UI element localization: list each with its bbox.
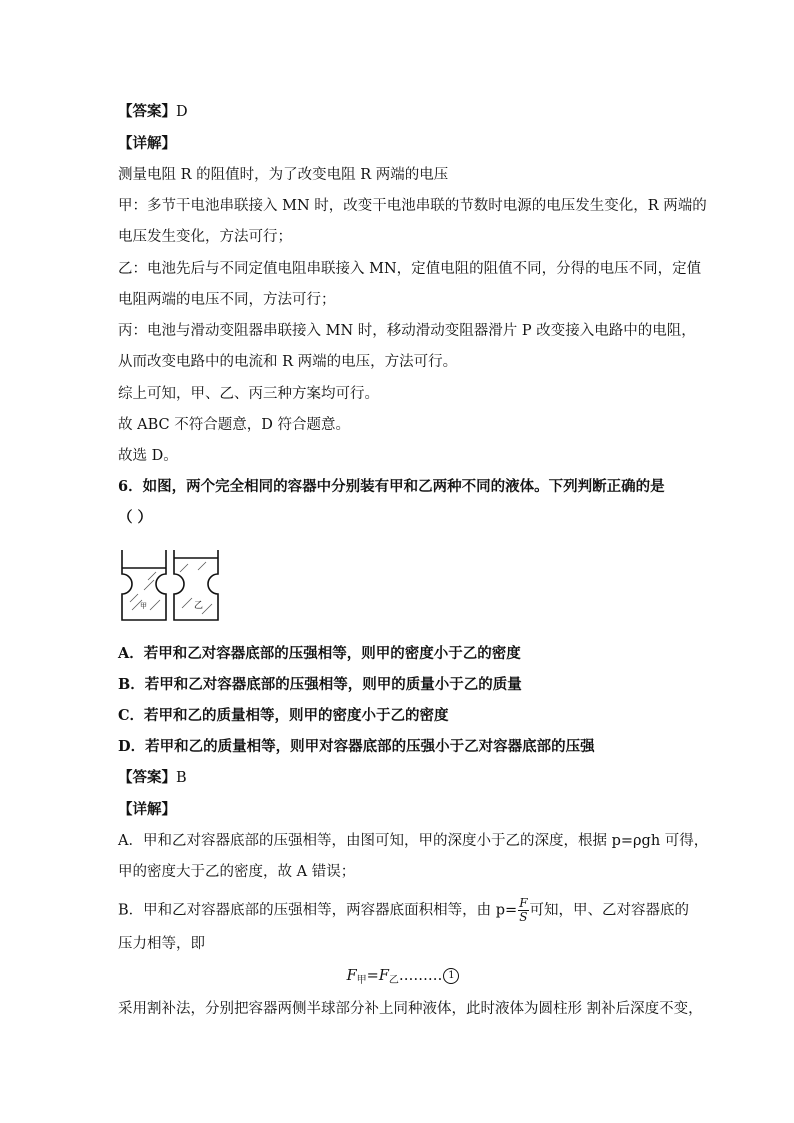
answer-value: B — [176, 770, 187, 786]
text-segment: 可知，甲、乙对容器底的 — [529, 902, 690, 919]
detail-line: 测量电阻 R 的阻值时，为了改变电阻 R 两端的电压 — [118, 167, 449, 183]
fraction-f-over-s — [518, 897, 528, 924]
option-c: C．若甲和乙的质量相等，则甲的密度小于乙的密度 — [118, 707, 449, 724]
detail-line: 乙：电池先后与不同定值电阻串联接入 MN，定值电阻的阻值不同，分得的电压不同，定值 — [118, 261, 702, 277]
question-6-blank: （ ） — [118, 509, 153, 526]
answer-label: 【答案】 — [118, 103, 176, 120]
text-segment: B．甲和乙对容器底部的压强相等，两容器底面积相等，由 p= — [118, 902, 518, 919]
detail-line: 电阻两端的电压不同，方法可行； — [118, 292, 336, 308]
fraction-denominator: S — [519, 910, 528, 924]
container-left — [122, 550, 166, 620]
detail-line-with-fraction — [118, 897, 689, 924]
detail-line: 甲的密度大于乙的密度，故 A 错误； — [118, 864, 356, 880]
eq-subscript: 乙 — [388, 975, 399, 986]
eq-symbol: F — [378, 968, 389, 984]
eq-subscript: 甲 — [356, 975, 367, 986]
detail-line: 丙：电池与滑动变阻器串联接入 MN 时，移动滑动变阻器滑片 P 改变接入电路中的电阻， — [118, 323, 696, 339]
option-a: A．若甲和乙对容器底部的压强相等，则甲的密度小于乙的密度 — [118, 645, 521, 662]
fraction-numerator: F — [519, 896, 528, 910]
question-6-stem: 6．如图，两个完全相同的容器中分别装有甲和乙两种不同的液体。下列判断正确的是 — [118, 478, 665, 495]
eq-dots: ……… — [398, 968, 443, 984]
label-yi: 乙 — [194, 601, 204, 611]
detail-line: 从而改变电路中的电流和 R 两端的电压，方法可行。 — [118, 354, 458, 370]
detail-line: A．甲和乙对容器底部的压强相等，由图可知，甲的深度小于乙的深度，根据 p=ρgh 可得， — [118, 833, 709, 849]
detail-line: 故 ABC 不符合题意，D 符合题意。 — [118, 417, 350, 433]
detail-line: 采用割补法，分别把容器两侧半球部分补上同种液体，此时液体为圆柱形 割补后深度不变， — [118, 1001, 703, 1017]
detail-label: 【详解】 — [118, 135, 176, 152]
answer-label: 【答案】 — [118, 769, 176, 786]
answer-value: D — [176, 104, 188, 120]
equation-1 — [118, 966, 688, 988]
label-jia: 甲 — [140, 602, 147, 610]
container-right — [174, 550, 218, 620]
option-b: B．若甲和乙对容器底部的压强相等，则甲的质量小于乙的质量 — [118, 676, 522, 693]
detail-line: 甲：多节干电池串联接入 MN 时，改变干电池串联的节数时电源的电压发生变化，R 两端的 — [118, 198, 707, 214]
answer-line-1 — [118, 102, 188, 122]
detail-line: 压力相等，即 — [118, 936, 205, 952]
detail-line: 故选 D。 — [118, 448, 178, 464]
detail-line: 电压发生变化，方法可行； — [118, 229, 292, 245]
circled-number: 1 — [443, 968, 459, 984]
eq-sign: = — [366, 968, 379, 984]
option-d: D．若甲和乙的质量相等，则甲对容器底部的压强小于乙对容器底部的压强 — [118, 738, 595, 755]
detail-line: 综上可知，甲、乙、丙三种方案均可行。 — [118, 386, 379, 402]
eq-symbol: F — [346, 968, 357, 984]
detail-label: 【详解】 — [118, 801, 176, 818]
answer-line-2 — [118, 768, 187, 788]
containers-figure — [118, 546, 222, 624]
